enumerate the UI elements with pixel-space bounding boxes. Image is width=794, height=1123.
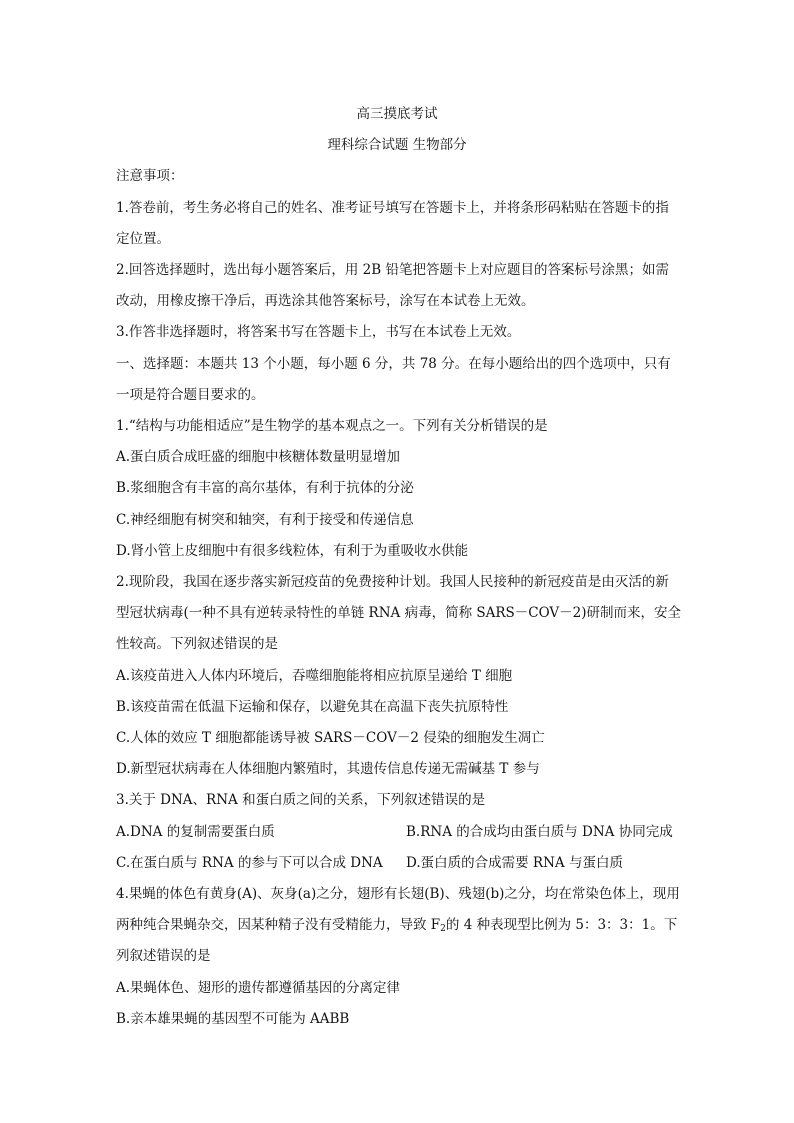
question-1-stem: 1.“结构与功能相适应”是生物学的基本观点之一。下列有关分析错误的是: [116, 418, 548, 434]
question-4-stem-line-2: [116, 915, 677, 939]
question-1-option-c: C.神经细胞有树突和轴突，有利于接受和传递信息: [116, 512, 414, 528]
question-3-option-c: C.在蛋白质与 RNA 的参与下可以合成 DNA: [116, 855, 383, 871]
exam-title: 高三摸底考试: [356, 106, 438, 122]
question-4-stem-line-2-part-a: 两种纯合果蝇杂交，因某种精子没有受精能力，导致 F: [116, 917, 441, 933]
question-1-option-b: B.浆细胞含有丰富的高尔基体，有利于抗体的分泌: [116, 480, 414, 496]
section-instructions-line-1: 一、选择题：本题共 13 个小题，每小题 6 分，共 78 分。在每小题给出的四个选项中，只有: [116, 356, 671, 372]
exam-subtitle: 理科综合试题 生物部分: [327, 137, 467, 153]
note-1-line-2: 定位置。: [116, 231, 170, 247]
question-3-stem: 3.关于 DNA、RNA 和蛋白质之间的关系，下列叙述错误的是: [116, 792, 486, 808]
question-2-option-d: D.新型冠状病毒在人体细胞内繁殖时，其遗传信息传递无需碱基 T 参与: [116, 761, 540, 777]
question-2-option-c: C.人体的效应 T 细胞都能诱导被 SARS－COV－2 侵染的细胞发生凋亡: [116, 730, 545, 746]
question-1-option-d: D.肾小管上皮细胞中有很多线粒体，有利于为重吸收水供能: [116, 543, 469, 559]
question-3-option-a: A.DNA 的复制需要蛋白质: [116, 824, 275, 840]
note-2-line-1: 2.回答选择题时，选出每小题答案后，用 2B 铅笔把答题卡上对应题目的答案标号涂黑；如需: [116, 262, 669, 278]
question-1-option-a: A.蛋白质合成旺盛的细胞中核糖体数量明显增加: [116, 449, 401, 465]
question-4-stem-line-2-part-b: 的 4 种表现型比例为 5：3：3：1。下: [445, 917, 678, 933]
question-3-option-b: B.RNA 的合成均由蛋白质与 DNA 协同完成: [406, 824, 673, 840]
notes-heading: 注意事项：: [116, 168, 184, 184]
section-instructions-line-2: 一项是符合题目要求的。: [116, 387, 265, 403]
question-2-stem-line-3: 性较高。下列叙述错误的是: [116, 636, 278, 652]
f2-subscript: 2: [440, 924, 446, 934]
question-2-stem-line-1: 2.现阶段，我国在逐步落实新冠疫苗的免费接种计划。我国人民接种的新冠疫苗是由灭活的新: [116, 574, 669, 590]
note-2-line-2: 改动，用橡皮擦干净后，再选涂其他答案标号，涂写在本试卷上无效。: [116, 293, 535, 309]
note-1-line-1: 1.答卷前，考生务必将自己的姓名、准考证号填写在答题卡上，并将条形码粘贴在答题卡的指: [116, 200, 669, 216]
question-4-option-a: A.果蝇体色、翅形的遗传都遵循基因的分离定律: [116, 980, 401, 996]
question-2-stem-line-2: 型冠状病毒(一种不具有逆转录特性的单链 RNA 病毒，简称 SARS－COV－2)研制而来，安全: [116, 605, 682, 621]
question-3-option-d: D.蛋白质的合成需要 RNA 与蛋白质: [406, 855, 623, 871]
question-2-option-a: A.该疫苗进入人体内环境后，吞噬细胞能将相应抗原呈递给 T 细胞: [116, 668, 513, 684]
question-2-option-b: B.该疫苗需在低温下运输和保存，以避免其在高温下丧失抗原特性: [116, 699, 509, 715]
question-4-stem-line-3: 列叙述错误的是: [116, 948, 211, 964]
note-3: 3.作答非选择题时，将答案书写在答题卡上，书写在本试卷上无效。: [116, 324, 521, 340]
question-4-stem-line-1: 4.果蝇的体色有黄身(A)、灰身(a)之分，翅形有长翅(B)、残翅(b)之分，均在常染色体上，现用: [116, 886, 680, 902]
question-4-option-b: B.亲本雄果蝇的基因型不可能为 AABB: [116, 1011, 350, 1027]
